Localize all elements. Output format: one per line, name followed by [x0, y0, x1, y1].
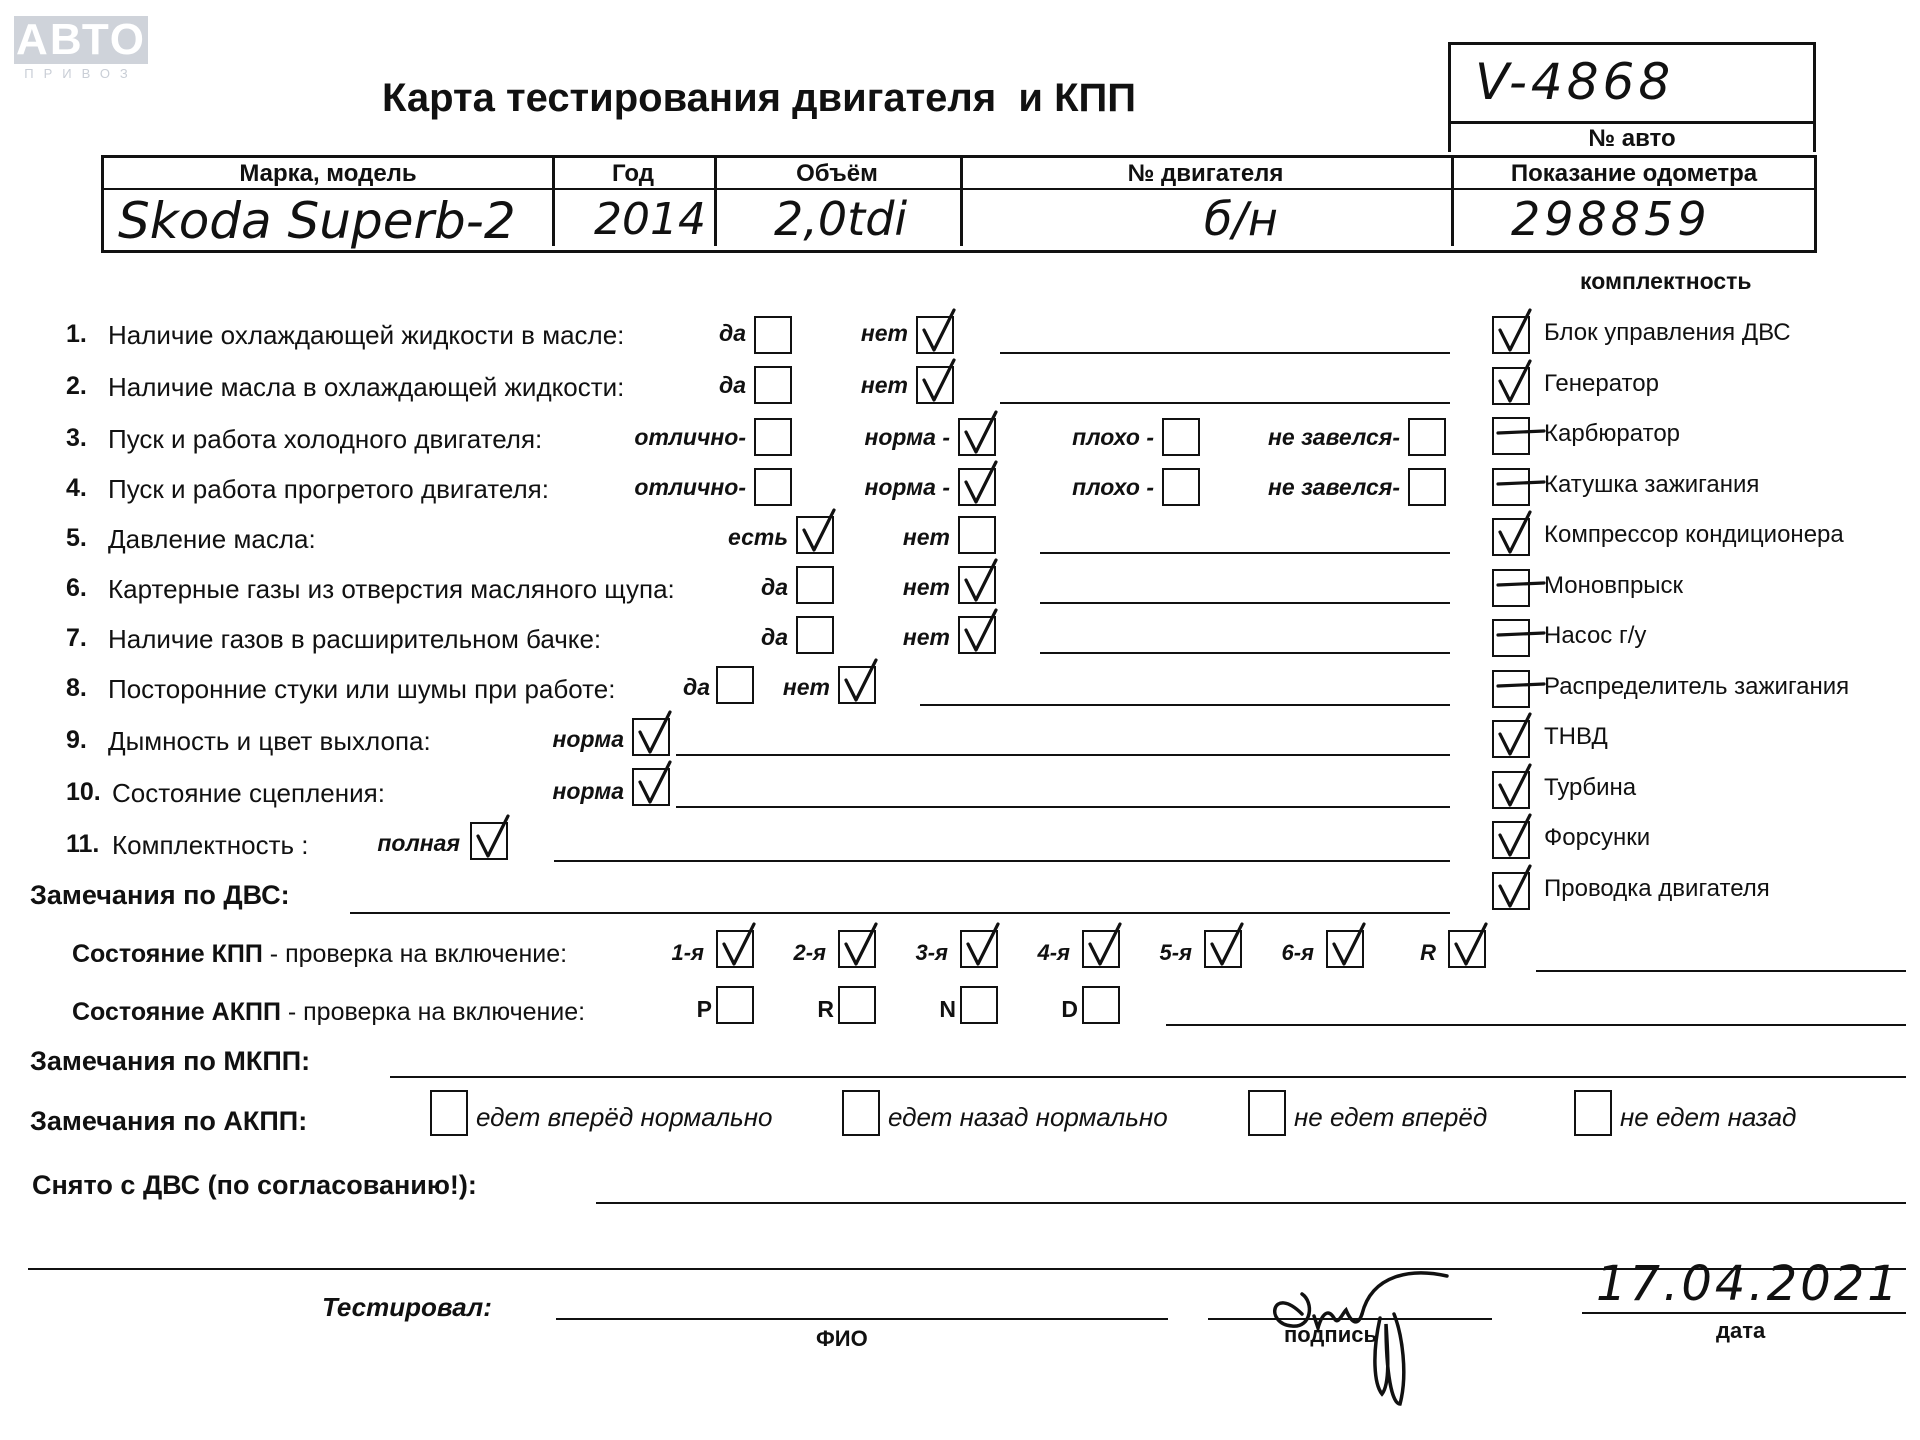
checkmark-icon [1450, 920, 1494, 972]
remarks-mkpp-line [390, 1076, 1906, 1078]
checkmark-icon [1494, 357, 1538, 409]
dash-mark-icon [1494, 559, 1538, 611]
kit-checkbox[interactable] [1492, 872, 1530, 910]
item-6-yes-label: да [760, 574, 788, 600]
checkmark-icon [1494, 508, 1538, 560]
item-7-yes-checkbox[interactable] [796, 616, 834, 654]
item-1-number: 1. [66, 320, 87, 348]
checkmark-icon [1084, 920, 1128, 972]
item-9-norm-label: норма [552, 726, 624, 752]
kit-checkbox[interactable] [1492, 771, 1530, 809]
item-4-not-started-checkbox[interactable] [1408, 468, 1446, 506]
item-2-no-label: нет [860, 372, 908, 398]
odometer-cell [1451, 188, 1817, 246]
dash-mark-icon [1494, 660, 1538, 712]
model-cell [104, 188, 555, 250]
checkmark-icon [960, 408, 1004, 460]
fio-label: ФИО [816, 1326, 868, 1351]
kit-item-label: Проводка двигателя [1544, 874, 1770, 902]
volume-cell [714, 188, 963, 246]
signature-label: подпись [1284, 1322, 1377, 1347]
item-6-yes-checkbox[interactable] [796, 566, 834, 604]
item-1-label: Наличие охлаждающей жидкости в масле: [108, 320, 625, 350]
gear-label: 6-я [1281, 940, 1314, 965]
item-11-notes-line [554, 860, 1450, 862]
column-header-volume: Объём [714, 158, 963, 188]
item-2-no-checkbox[interactable] [916, 366, 954, 404]
checkmark-icon [1494, 862, 1538, 914]
kit-checkbox[interactable] [1492, 367, 1530, 405]
remarks-engine-line [350, 912, 1450, 914]
checkmark-icon [840, 920, 884, 972]
kit-item-label: Форсунки [1544, 824, 1651, 851]
item-11-full-checkbox[interactable] [470, 822, 508, 860]
checkmark-icon [1494, 710, 1538, 762]
item-8-notes-line [920, 704, 1450, 706]
checkmark-icon [918, 306, 962, 358]
item-3-excellent-checkbox[interactable] [754, 418, 792, 456]
checkmark-icon [918, 356, 962, 408]
checkmark-icon [960, 458, 1004, 510]
fio-line [556, 1318, 1168, 1320]
akpp-label [72, 998, 585, 1027]
engine-number-value: б/н [1204, 192, 1278, 246]
item-2-notes-line [1000, 402, 1450, 404]
page-title: Карта тестирования двигателя и КПП [382, 76, 1137, 120]
item-10-label: Состояние сцепления: [112, 778, 385, 808]
item-3-bad-label: плохо - [1072, 424, 1154, 450]
kit-checkbox[interactable] [1492, 417, 1530, 455]
car-number-label: № авто [1588, 125, 1676, 152]
gear-label: 3-я [915, 940, 948, 965]
item-4-not-started-label: не завелся- [1268, 474, 1400, 500]
kit-checkbox[interactable] [1492, 316, 1530, 354]
odometer-value: 298859 [1511, 192, 1711, 246]
checkmark-icon [960, 606, 1004, 658]
akpp-mode-checkbox[interactable] [960, 986, 998, 1024]
kit-item-label: ТНВД [1544, 723, 1608, 750]
kit-checkbox[interactable] [1492, 569, 1530, 607]
date-line [1582, 1312, 1906, 1314]
akpp-remark-checkbox[interactable] [430, 1090, 468, 1136]
checkmark-icon [1494, 811, 1538, 863]
date-label: дата [1716, 1318, 1766, 1343]
kit-checkbox[interactable] [1492, 821, 1530, 859]
kpp-label-rest: - проверка на включение: [262, 940, 568, 968]
item-1-no-label: нет [860, 320, 908, 346]
kpp-label [72, 940, 567, 969]
item-4-label: Пуск и работа прогретого двигателя: [108, 474, 549, 504]
item-8-yes-label: да [682, 674, 710, 700]
item-3-normal-checkbox[interactable] [958, 418, 996, 456]
item-6-notes-line [1040, 602, 1450, 604]
item-5-absent-checkbox[interactable] [958, 516, 996, 554]
item-10-norm-checkbox[interactable] [632, 768, 670, 806]
signature-image [1262, 1254, 1492, 1414]
item-4-excellent-checkbox[interactable] [754, 468, 792, 506]
checkmark-icon [718, 920, 762, 972]
item-7-no-checkbox[interactable] [958, 616, 996, 654]
item-4-normal-checkbox[interactable] [958, 468, 996, 506]
item-5-present-checkbox[interactable] [796, 516, 834, 554]
akpp-label-rest: - проверка на включение: [280, 998, 586, 1026]
kit-item-label: Компрессор кондиционера [1544, 521, 1844, 548]
akpp-mode-checkbox[interactable] [716, 986, 754, 1024]
akpp-remark-label: едет вперёд нормально [476, 1102, 773, 1132]
kit-item-label: Насос г/у [1544, 622, 1647, 649]
item-1-notes-line [1000, 352, 1450, 354]
logo-subtext: ПРИВОЗ [24, 66, 138, 81]
item-7-no-label: нет [902, 624, 950, 650]
item-4-bad-label: плохо - [1072, 474, 1154, 500]
year-cell [552, 188, 717, 246]
akpp-mode-checkbox[interactable] [838, 986, 876, 1024]
gear-label: 1-я [671, 940, 704, 965]
tested-label: Тестировал: [322, 1292, 492, 1322]
date-value: 17.04.2021 [1596, 1256, 1901, 1312]
kit-checkbox[interactable] [1492, 670, 1530, 708]
akpp-mode-label: N [939, 996, 956, 1022]
item-5-notes-line [1040, 552, 1450, 554]
item-3-bad-checkbox[interactable] [1162, 418, 1200, 456]
akpp-label-bold: Состояние АКПП [72, 998, 281, 1026]
checkmark-icon [962, 920, 1006, 972]
akpp-mode-label: P [696, 996, 712, 1022]
car-number-value: V-4868 [1475, 53, 1675, 111]
item-6-no-label: нет [902, 574, 950, 600]
gear-label: 5-я [1159, 940, 1192, 965]
gear-checkbox[interactable] [838, 930, 876, 968]
gear-checkbox[interactable] [1326, 930, 1364, 968]
remarks-mkpp-label: Замечания по МКПП: [30, 1046, 311, 1076]
item-10-norm-label: норма [552, 778, 624, 804]
item-3-not-started-label: не завелся- [1268, 424, 1400, 450]
item-9-norm-checkbox[interactable] [632, 718, 670, 756]
akpp-notes-line [1166, 1024, 1906, 1026]
item-3-label: Пуск и работа холодного двигателя: [108, 424, 543, 454]
model-value: Skoda Superb-2 [118, 192, 516, 250]
item-4-normal-label: норма - [864, 474, 950, 500]
akpp-mode-checkbox[interactable] [1082, 986, 1120, 1024]
item-7-label: Наличие газов в расширительном бачке: [108, 624, 602, 654]
kit-item-label: Блок управления ДВС [1544, 319, 1791, 346]
gear-checkbox[interactable] [1448, 930, 1486, 968]
dash-mark-icon [1494, 458, 1538, 510]
checkmark-icon [1494, 306, 1538, 358]
item-3-excellent-label: отлично- [634, 424, 746, 450]
car-number-divider [1451, 121, 1813, 124]
kit-checkbox[interactable] [1492, 518, 1530, 556]
item-6-number: 6. [66, 574, 87, 602]
car-number-box [1448, 42, 1816, 152]
checkmark-icon [634, 758, 678, 810]
item-3-number: 3. [66, 424, 87, 452]
akpp-remark-checkbox[interactable] [1248, 1090, 1286, 1136]
kpp-notes-line [1536, 970, 1906, 972]
item-3-normal-label: норма - [864, 424, 950, 450]
item-2-number: 2. [66, 372, 87, 400]
kit-checkbox[interactable] [1492, 468, 1530, 506]
kit-checkbox[interactable] [1492, 720, 1530, 758]
volume-value: 2,0tdi [774, 192, 908, 246]
item-3-not-started-checkbox[interactable] [1408, 418, 1446, 456]
akpp-remark-label: не едет назад [1620, 1102, 1797, 1132]
item-4-bad-checkbox[interactable] [1162, 468, 1200, 506]
item-7-number: 7. [66, 624, 87, 652]
column-header-year: Год [552, 158, 717, 188]
brand-logo [14, 15, 148, 81]
kit-title: комплектность [1580, 268, 1752, 294]
kpp-label-bold: Состояние КПП [72, 940, 263, 968]
gear-checkbox[interactable] [716, 930, 754, 968]
item-4-excellent-label: отлично- [634, 474, 746, 500]
column-header-engine-number: № двигателя [960, 158, 1454, 188]
item-9-notes-line [676, 754, 1450, 756]
item-11-full-label: полная [377, 830, 460, 856]
item-2-yes-label: да [718, 372, 746, 398]
vehicle-info-table [101, 155, 1817, 253]
gear-label: 4-я [1037, 940, 1070, 965]
item-9-number: 9. [66, 726, 87, 754]
item-5-label: Давление масла: [108, 524, 316, 554]
checkmark-icon [960, 556, 1004, 608]
logo-text: АВТО [14, 16, 148, 64]
akpp-remark-label: не едет вперёд [1294, 1102, 1488, 1132]
item-5-present-label: есть [728, 524, 788, 550]
item-7-yes-label: да [760, 624, 788, 650]
removed-label: Снято с ДВС (по согласованию!): [32, 1170, 477, 1200]
gear-label: R [1420, 940, 1436, 965]
akpp-mode-label: R [817, 996, 834, 1022]
kit-item-label: Генератор [1544, 369, 1659, 397]
remarks-akpp-label: Замечания по АКПП: [30, 1106, 308, 1136]
dash-mark-icon [1494, 609, 1538, 661]
akpp-remark-checkbox[interactable] [842, 1090, 880, 1136]
item-8-no-label: нет [782, 674, 830, 700]
gear-checkbox[interactable] [960, 930, 998, 968]
removed-line [596, 1202, 1906, 1204]
akpp-mode-label: D [1061, 996, 1078, 1022]
item-11-label: Комплектность : [112, 830, 309, 860]
checkmark-icon [1206, 920, 1250, 972]
kit-checkbox[interactable] [1492, 619, 1530, 657]
item-5-number: 5. [66, 524, 87, 552]
checkmark-icon [1494, 761, 1538, 813]
item-11-number: 11. [66, 830, 100, 858]
checkmark-icon [1328, 920, 1372, 972]
item-8-yes-checkbox[interactable] [716, 666, 754, 704]
item-9-label: Дымность и цвет выхлопа: [108, 726, 431, 756]
item-2-label: Наличие масла в охлаждающей жидкости: [108, 372, 625, 402]
item-8-no-checkbox[interactable] [838, 666, 876, 704]
item-8-number: 8. [66, 674, 87, 702]
year-value: 2014 [594, 194, 706, 245]
item-1-yes-label: да [718, 320, 746, 346]
akpp-remark-label: едет назад нормально [888, 1102, 1168, 1132]
gear-checkbox[interactable] [1204, 930, 1242, 968]
item-10-notes-line [676, 806, 1450, 808]
item-6-no-checkbox[interactable] [958, 566, 996, 604]
column-header-odometer: Показание одометра [1510, 160, 1758, 187]
item-2-yes-checkbox[interactable] [754, 366, 792, 404]
gear-label: 2-я [793, 940, 826, 965]
item-1-no-checkbox[interactable] [916, 316, 954, 354]
item-7-notes-line [1040, 652, 1450, 654]
item-4-number: 4. [66, 474, 87, 502]
dash-mark-icon [1494, 407, 1538, 459]
kit-item-label: Распределитель зажигания [1544, 672, 1850, 700]
kit-item-label: Катушка зажигания [1544, 470, 1760, 498]
checkmark-icon [840, 656, 884, 708]
item-5-absent-label: нет [902, 524, 950, 550]
kit-item-label: Моновпрыск [1544, 571, 1684, 599]
remarks-engine-label: Замечания по ДВС: [30, 880, 290, 910]
akpp-remark-checkbox[interactable] [1574, 1090, 1612, 1136]
item-1-yes-checkbox[interactable] [754, 316, 792, 354]
checkmark-icon [634, 708, 678, 760]
kit-item-label: Турбина [1544, 773, 1637, 801]
checkmark-icon [472, 812, 516, 864]
item-6-label: Картерные газы из отверстия масляного щупа: [108, 574, 675, 604]
kit-item-label: Карбюратор [1544, 420, 1681, 447]
item-10-number: 10. [66, 778, 101, 806]
item-8-label: Посторонние стуки или шумы при работе: [108, 674, 616, 704]
gear-checkbox[interactable] [1082, 930, 1120, 968]
column-header-model: Марка, модель [104, 158, 555, 188]
checkmark-icon [798, 506, 842, 558]
engine-number-cell [960, 188, 1454, 246]
